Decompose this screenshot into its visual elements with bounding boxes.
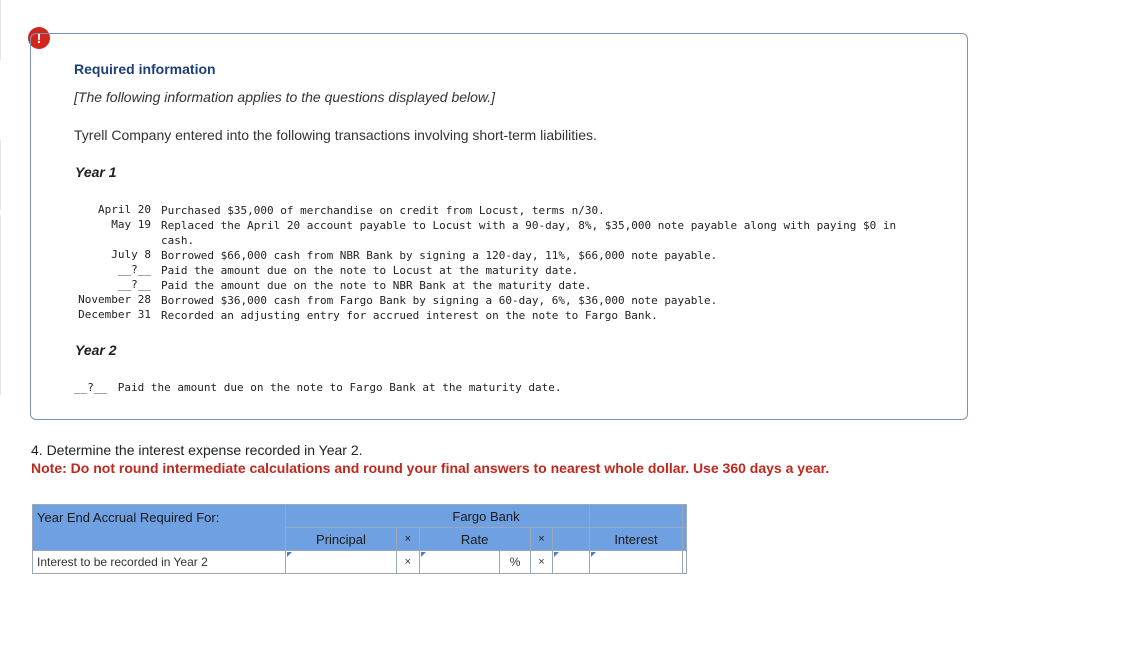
year2-label: Year 2 [75,342,117,358]
interest-column [589,504,683,574]
times-symbol: × [530,528,553,551]
interest-input[interactable] [590,551,683,574]
table-header-label: Year End Accrual Required For: [33,505,286,551]
transaction-text: Recorded an adjusting entry for accrued interest on the note to Fargo Bank. [161,309,658,322]
col-rate-header: Rate [419,528,530,551]
side-divider [0,140,1,210]
question-title: 4. Determine the interest expense recorded in Year 2. [31,442,363,458]
transaction-row [73,218,933,248]
transaction-text: Paid the amount due on the note to NBR Bank at the maturity date. [161,279,592,292]
col-interest-header: Interest [590,528,683,551]
transaction-row [73,263,933,278]
panel-note: [The following information applies to the questions displayed below.] [74,89,496,105]
table-group-label: Fargo Bank [286,505,687,528]
required-information-panel [30,33,968,420]
transaction-text: Replaced the April 20 account payable to Locust with a 90-day, 8%, $35,000 note payable along with paying $0 in cash. [161,219,897,247]
transaction-date: May 19 [111,218,151,231]
transaction-date: December 31 [78,308,151,321]
year1-label: Year 1 [75,164,117,180]
transaction-row [73,248,933,263]
transaction-date: April 20 [98,203,151,216]
transaction-date: __?__ [117,278,151,291]
transaction-date: __?__ [117,263,151,276]
question-note: Note: Do not round intermediate calculations and round your final answers to nearest whole dollar. Use 360 days a year. [31,460,830,476]
times-symbol: × [396,551,419,574]
principal-input[interactable] [286,551,397,574]
transaction-text: Borrowed $66,000 cash from NBR Bank by signing a 120-day, 11%, $66,000 note payable. [161,249,718,262]
transaction-text: Paid the amount due on the note to Locust at the maturity date. [161,264,579,277]
transaction-date: __?__ [74,381,108,394]
transaction-date: November 28 [78,293,151,306]
transaction-row [73,278,933,293]
panel-title: Required information [74,61,216,77]
side-divider [0,215,1,395]
percent-symbol: % [500,551,530,574]
transaction-row [74,381,561,394]
panel-intro: Tyrell Company entered into the following transactions involving short-term liabilities. [74,127,597,143]
times-symbol: × [530,551,553,574]
transaction-text: Borrowed $36,000 cash from Fargo Bank by signing a 60-day, 6%, $36,000 note payable. [161,294,718,307]
transaction-text: Paid the amount due on the note to Fargo Bank at the maturity date. [117,381,562,394]
rate-input[interactable] [419,551,500,574]
transaction-date: July 8 [111,248,151,261]
side-divider [0,0,1,60]
transaction-text: Purchased $35,000 of merchandise on credit from Locust, terms n/30. [161,204,605,217]
alert-icon: ! [28,27,50,49]
transaction-row [73,293,933,308]
transaction-row [73,203,933,218]
transaction-row [73,308,933,323]
col-principal-header: Principal [286,528,397,551]
times-symbol: × [396,528,419,551]
row-label: Interest to be recorded in Year 2 [33,551,286,574]
interest-group-spacer [590,505,683,528]
